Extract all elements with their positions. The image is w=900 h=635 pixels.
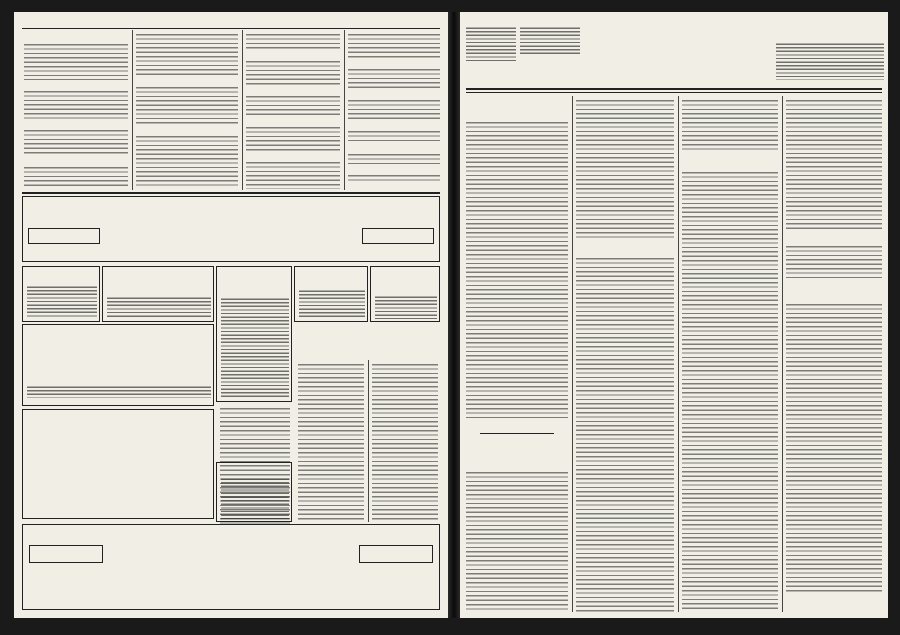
ad-due-tribuni xyxy=(22,324,214,406)
ad-rogo-caprera xyxy=(22,266,100,322)
newspaper-spread xyxy=(14,12,888,618)
ad-primo-passo xyxy=(102,266,214,322)
ad-chiarini xyxy=(216,266,292,402)
musica-azzurra-ad xyxy=(22,196,440,262)
right-page xyxy=(460,12,888,618)
musica-editor-right xyxy=(362,228,434,244)
conversazioni-editor-left xyxy=(29,545,103,563)
musica-editor-left xyxy=(28,228,100,244)
book-gutter xyxy=(448,12,460,618)
ad-conversazioni xyxy=(22,524,440,610)
ad-vino-toscano xyxy=(22,409,214,519)
conversazioni-editor-right xyxy=(359,545,433,563)
ad-ivon xyxy=(216,462,292,522)
left-page xyxy=(14,12,448,618)
ad-in-biblioteca xyxy=(294,266,368,322)
ad-germina xyxy=(370,266,440,322)
